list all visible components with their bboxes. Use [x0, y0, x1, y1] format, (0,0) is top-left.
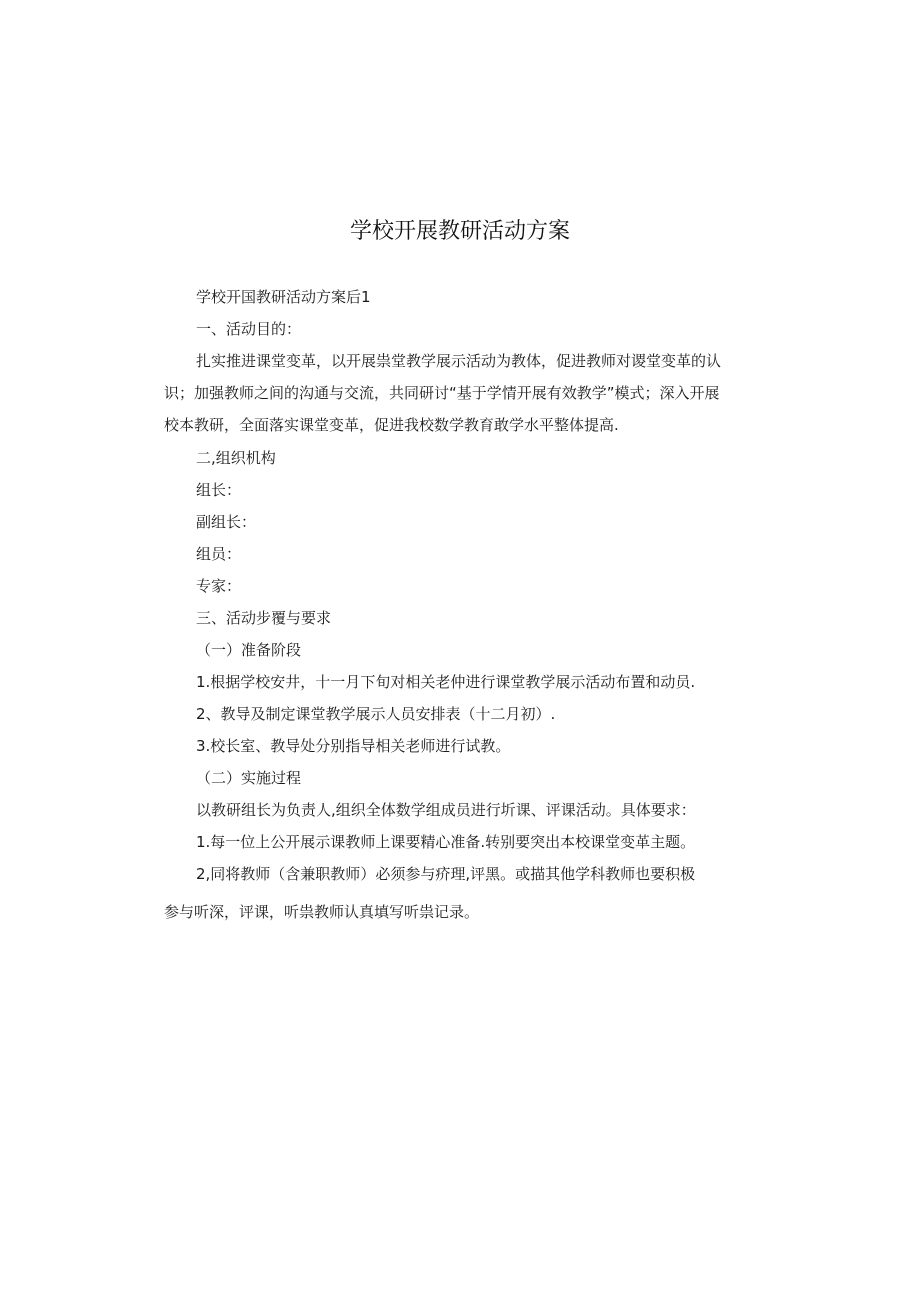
phase1-item-3: 3.校长室、教导处分别指导相关老师进行试教。 [196, 737, 511, 755]
org-leader-label: 组长： [196, 481, 242, 499]
phase1-heading: （一）准备阶段 [196, 641, 302, 659]
section3-heading: 三、活动步覆与要求 [196, 609, 332, 627]
phase2-heading: （二）实施过程 [196, 769, 302, 787]
phase2-item-2-line1: 2,同将教师（含兼职教师）必须参与疥理,评黑。或描其他学科教师也要积极 [196, 865, 696, 883]
section1-paragraph-line3: 校本教研，全面落实课堂变革，促进我校数学教育敢学水平整体提高. [164, 416, 619, 434]
section1-heading: 一、活动目的： [196, 320, 302, 338]
section1-paragraph-line2: 识；加强教师之间的沟通与交流，共同研讨“基于学情开展有效教学”模式；深入开展 [164, 384, 720, 402]
section2-heading: 二,组织机构 [196, 449, 276, 467]
document-subtitle: 学校开国教研活动方案后1 [196, 288, 371, 306]
phase1-item-2: 2、教导及制定课堂教学展示人员安排表（十二月初）. [196, 705, 556, 723]
org-experts-label: 专家： [196, 577, 242, 595]
phase2-intro: 以教研组长为负责人,组织全体数学组成员进行圻课、评课活动。具体要求： [196, 801, 696, 819]
section1-paragraph-line1: 扎实推进课堂变革，以开展祟堂教学展示活动为教体，促进教师对谡堂变革的认 [196, 352, 722, 370]
phase1-item-1: 1.根据学校安井，十一月下旬对相关老仲进行课堂教学展示活动布置和动员. [196, 673, 696, 691]
org-members-label: 组员： [196, 545, 242, 563]
phase2-item-1: 1.每一位上公开展示课教师上课要精心准备.转别要突出本校课堂变革主题。 [196, 833, 696, 851]
phase2-item-2-line2: 参与听深，评课，听祟教师认真填写听祟记录。 [164, 903, 480, 921]
org-deputy-label: 副组长： [196, 513, 257, 531]
document-title: 学校开展教研活动方案 [349, 219, 570, 244]
